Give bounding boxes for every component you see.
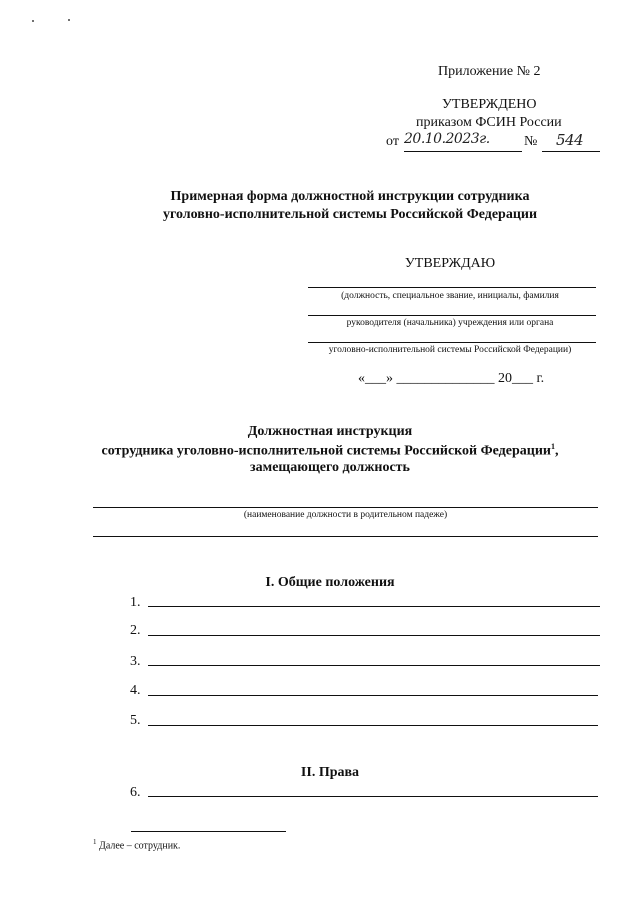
item-number: 5.: [130, 713, 141, 728]
item-line: [148, 796, 598, 797]
approve-label: УТВЕРЖДАЮ: [404, 256, 496, 271]
number-prefix: №: [524, 134, 538, 149]
signature-line-2: [308, 315, 596, 316]
instruction-subtitle-text: сотрудника уголовно-исполнительной системы Российской Федерации: [101, 443, 551, 459]
approved-label: УТВЕРЖДЕНО: [442, 97, 537, 112]
date-underline: [404, 151, 522, 152]
head-caption: руководителя (начальника) учреждения или органа: [346, 318, 554, 328]
signature-line-1: [308, 287, 596, 288]
item-line: [148, 695, 598, 696]
scan-speck: [68, 19, 70, 21]
footnote-text: Далее – сотрудник.: [99, 840, 181, 852]
form-title-line1: Примерная форма должностной инструкции сотрудника: [170, 189, 530, 204]
item-line: [148, 635, 600, 636]
order-label: приказом ФСИН России: [416, 115, 562, 130]
section-rights-title: II. Права: [300, 765, 360, 780]
item-number: 2.: [130, 623, 141, 638]
handwritten-number: 544: [556, 131, 584, 149]
handwritten-date: 20.10.2023г.: [404, 131, 490, 147]
system-caption: уголовно-исполнительной системы Российской Федерации): [328, 345, 572, 355]
item-line: [148, 606, 600, 607]
item-line: [148, 665, 600, 666]
item-line: [148, 725, 598, 726]
approval-date-line: «___» ______________ 20___ г.: [358, 371, 545, 386]
item-number: 6.: [130, 785, 141, 800]
appendix-label: Приложение № 2: [438, 64, 541, 79]
item-number: 4.: [130, 683, 141, 698]
signature-line-3: [308, 342, 596, 343]
item-number: 1.: [130, 595, 141, 610]
scan-speck: [32, 20, 34, 22]
instruction-title: Должностная инструкция: [247, 424, 413, 439]
instruction-position-label: замещающего должность: [250, 460, 410, 475]
instruction-subtitle-comma: ,: [554, 443, 559, 459]
footnote-separator: [131, 831, 286, 832]
section-general-title: I. Общие положения: [265, 575, 395, 590]
number-underline: [542, 151, 600, 152]
position-name-line: [93, 507, 598, 508]
position-name-caption: (наименование должности в родительном падеже): [243, 510, 448, 520]
footnote-ref: 1: [550, 442, 555, 451]
footnote: [93, 838, 180, 851]
position-name-line-2: [93, 536, 598, 537]
instruction-subtitle: [40, 442, 620, 460]
date-prefix: от: [386, 134, 399, 149]
position-caption: (должность, специальное звание, инициалы, фамилия: [341, 291, 559, 301]
footnote-mark: 1: [93, 838, 97, 846]
form-title-line2: уголовно-исполнительной системы Российской Федерации: [162, 207, 538, 222]
item-number: 3.: [130, 654, 141, 669]
